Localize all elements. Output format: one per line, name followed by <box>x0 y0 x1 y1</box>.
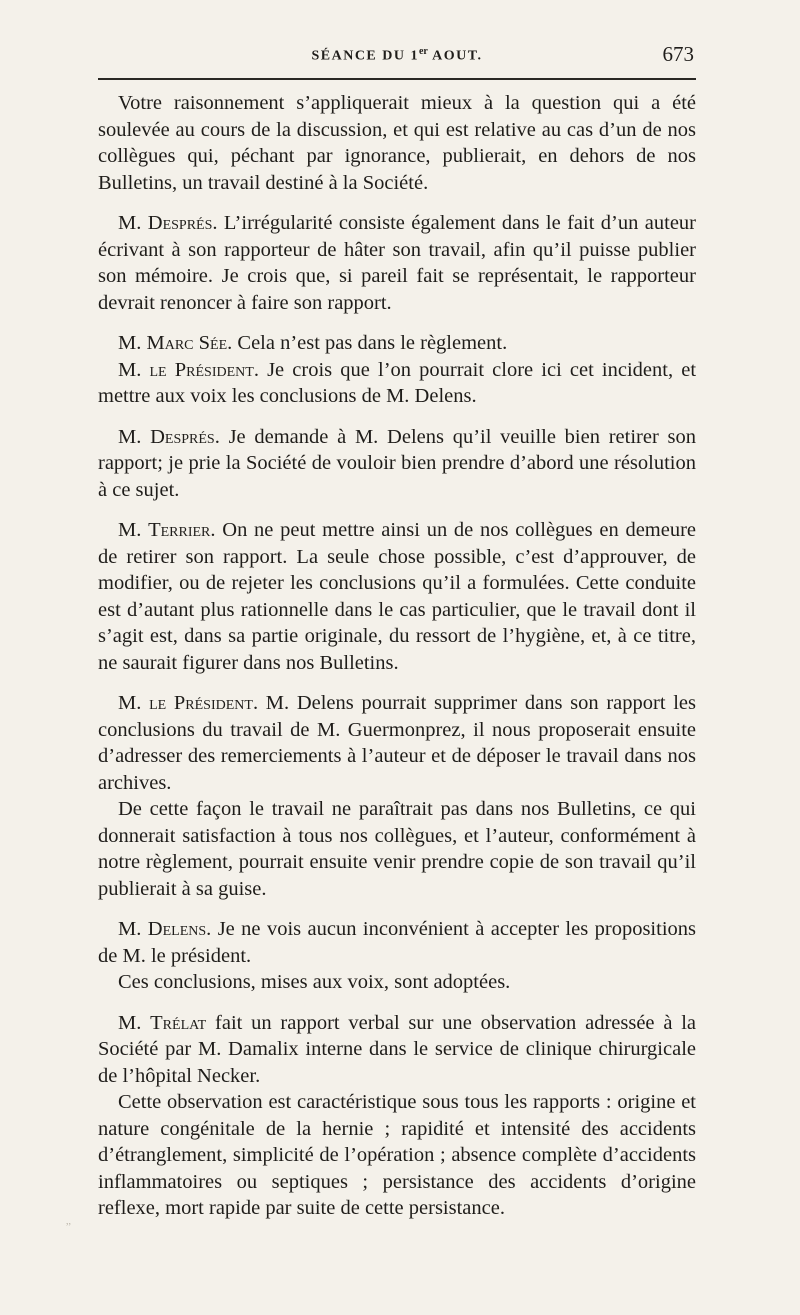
speaker-name: le Président <box>149 358 254 381</box>
speaker-name: Trélat <box>150 1011 207 1034</box>
paragraph-text: fait un rapport verbal sur une observation adressée à la Société par M. Damalix interne dans le service de clinique chirurgicale de l’hôpital Necker. <box>98 1011 697 1087</box>
running-title-end: AOUT. <box>427 48 483 64</box>
paragraph: M. Delens. Je ne vois aucun inconvénient à accepter les propositions de M. le président. <box>98 918 696 967</box>
paragraph-text: De cette façon le travail ne paraîtrait pas dans nos Bulletins, ce qui donnerait satisfaction à tous nos collègues, et l’auteur, conformément à notre règlement, pourrait ensuite venir prendre copie de son travail qu’il publierait à sa guise. <box>98 798 696 900</box>
speaker-name: Marc Sée <box>146 332 228 354</box>
paragraph-text: Cela n’est pas dans le règlement. <box>237 332 508 354</box>
paragraph-text: Je ne vois aucun inconvénient à accepter les propositions de M. le président. <box>98 918 696 967</box>
running-title-main: SÉANCE DU 1 <box>311 48 419 64</box>
paragraph <box>98 90 696 196</box>
paragraph: M. Després. Je demande à M. Delens qu’il veuille bien retirer son rapport; je prie la Société de vouloir bien prendre d’abord une résolution à ce sujet. <box>98 425 697 501</box>
paragraph-text: M. Delens pourrait supprimer dans son rapport les conclusions du travail de M. Guermonprez, il nous proposerait ensuite d’adresser des remerciements à l’auteur et de déposer le travail dans nos archives. <box>98 692 696 794</box>
running-title-superscript: er <box>418 46 428 57</box>
paragraph <box>98 796 696 902</box>
paragraph-text: L’irrégularité consiste également dans le fait d’un auteur écrivant à son rapporteur de hâter son travail, afin qu’il puisse publier son mémoire. Je crois que, si pareil fait se représentait, le rapporteur devrait renoncer à faire son rapport. <box>98 212 697 314</box>
header-rule <box>98 78 696 80</box>
speaker-name: Després <box>150 425 215 448</box>
paragraph-text: Cette observation est caractéristique sous tous les rapports : origine et nature congénitale de la hernie ; rapidité et intensité des accidents d’étranglement, simplicité de l’opération ; absence complète d’accidents inflammatoires ou septiques ; persistance des accidents d’origine reflexe, mort rapide par suite de cette persistance. <box>98 1091 696 1219</box>
paragraph: M. Marc Sée. Cela n’est pas dans le règlement. <box>118 332 508 354</box>
speaker-name: Després <box>147 212 213 234</box>
body-text <box>98 90 696 1222</box>
running-title <box>98 46 696 65</box>
paragraph-text: Votre raisonnement s’appliquerait mieux à la question qui a été soulevée au cours de la discussion, et qui est relative au cas d’un de nos collègues qui, péchant par ignorance, publierait, en dehors de nos Bulletins, un travail destiné à la Société. <box>98 92 696 194</box>
speaker-name: le Président <box>149 692 253 714</box>
speaker-name: Terrier <box>148 519 211 541</box>
paragraph-text: Ces conclusions, mises aux voix, sont adoptées. <box>118 971 511 993</box>
paragraph: M. Terrier. On ne peut mettre ainsi un de nos collègues en demeure de retirer son rapport. La seule chose possible, c’est d’approuver, de modifier, ou de rejeter les conclusions qu’il a formulées. Cette conduite est d’autant plus rationnelle dans le cas particulier, que le travail dont il s’agit est, dans sa partie originale, du ressort de l’hygiène, et, à ce titre, ne saurait figurer dans nos Bulletins. <box>98 519 697 674</box>
paragraph: M. le Président. Je crois que l’on pourrait clore ici cet incident, et mettre aux voix les conclusions de M. Delens. <box>98 358 697 407</box>
paragraph-text: Je demande à M. Delens qu’il veuille bien retirer son rapport; je prie la Société de vouloir bien prendre d’abord une résolution à ce sujet. <box>98 425 697 501</box>
paragraph: M. Trélat fait un rapport verbal sur une observation adressée à la Société par M. Damalix interne dans le service de clinique chirurgicale de l’hôpital Necker. <box>98 1011 697 1087</box>
page-number: 673 <box>662 42 694 66</box>
paragraph <box>98 969 696 996</box>
paragraph: M. Després. L’irrégularité consiste également dans le fait d’un auteur écrivant à son rapporteur de hâter son travail, afin qu’il puisse publier son mémoire. Je crois que, si pareil fait se représentait, le rapporteur devrait renoncer à faire son rapport. <box>98 212 697 314</box>
running-header <box>98 40 696 72</box>
paragraph-text: Je crois que l’on pourrait clore ici cet incident, et mettre aux voix les conclusions de M. Delens. <box>98 358 697 407</box>
speaker-name: Delens <box>147 918 207 940</box>
paragraph: M. le Président. M. Delens pourrait supprimer dans son rapport les conclusions du travail de M. Guermonprez, il nous proposerait ensuite d’adresser des remerciements à l’auteur et de déposer le travail dans nos archives. <box>98 692 696 794</box>
paragraph <box>98 1089 696 1222</box>
paper-speck: ,, <box>66 1216 71 1227</box>
paragraph-text: On ne peut mettre ainsi un de nos collègues en demeure de retirer son rapport. La seule chose possible, c’est d’approuver, de modifier, ou de rejeter les conclusions qu’il a formulées. Cette conduite est d’autant plus rationnelle dans le cas particulier, que le travail dont il s’agit est, dans sa partie originale, du ressort de l’hygiène, et, à ce titre, ne saurait figurer dans nos Bulletins. <box>98 519 697 674</box>
